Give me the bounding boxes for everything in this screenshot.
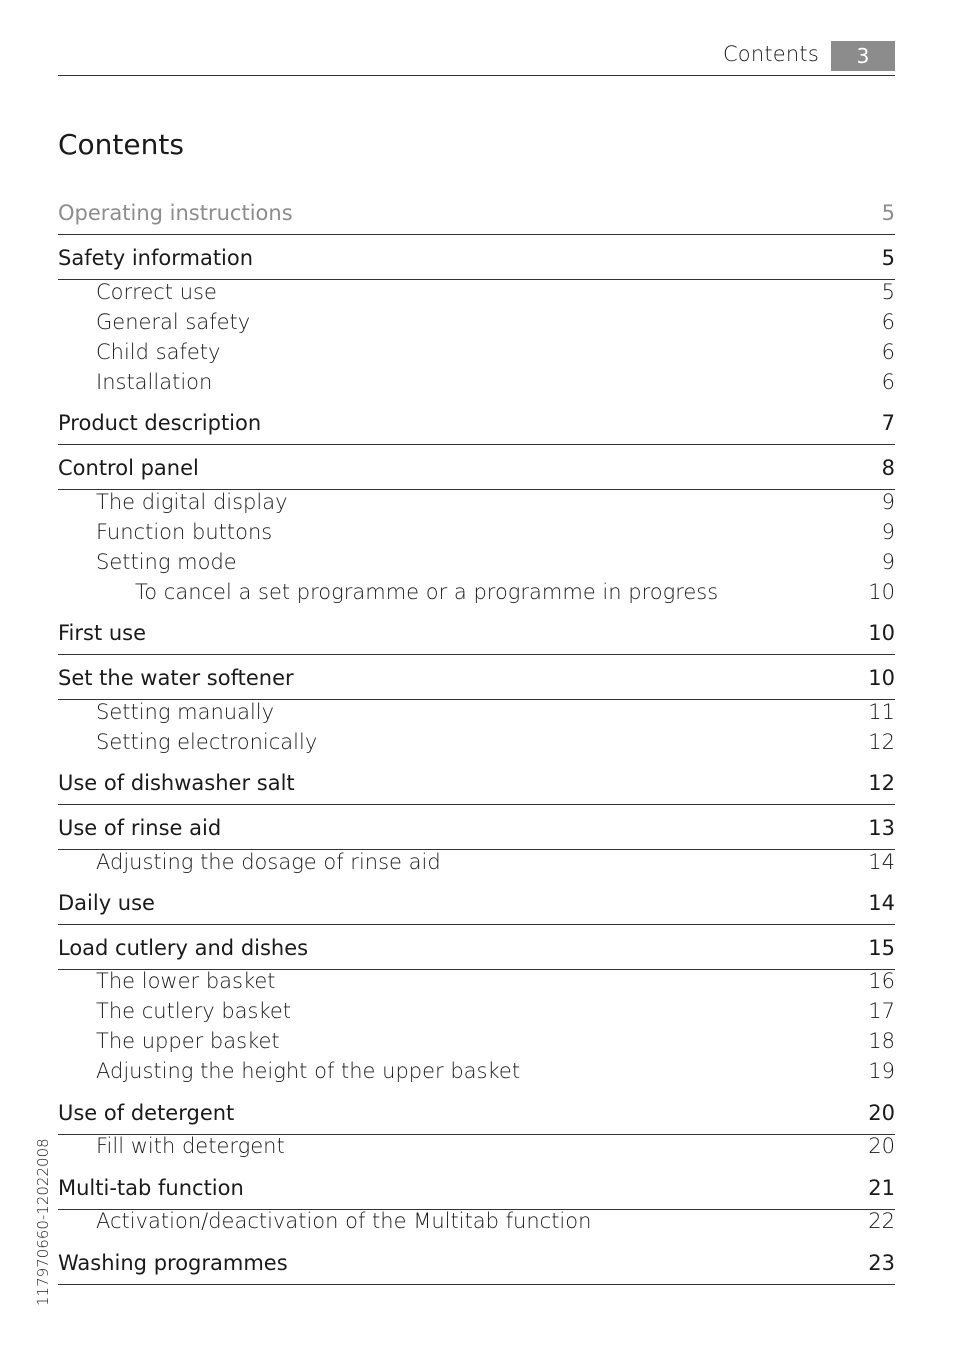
toc-entry-page: 6 — [881, 370, 895, 394]
toc-entry-title: First use — [58, 621, 147, 645]
toc-entry-title: Product description — [58, 411, 262, 435]
header-section-label: Contents — [722, 42, 819, 66]
toc-entry-title: Installation — [96, 370, 213, 394]
toc-section-row[interactable] — [58, 891, 895, 925]
toc-entry-title: Load cutlery and dishes — [58, 936, 309, 960]
toc-entry-title: The lower basket — [96, 969, 276, 993]
toc-entry-title: Set the water softener — [58, 666, 294, 690]
toc-entry-page: 6 — [881, 340, 895, 364]
toc-entry-page: 17 — [868, 999, 895, 1023]
toc-entry-page: 9 — [881, 550, 895, 574]
toc-entry-page: 12 — [868, 771, 895, 795]
page-number-badge: 3 — [831, 41, 895, 71]
toc-section-row[interactable] — [58, 456, 895, 490]
toc-entry-title: Use of dishwasher salt — [58, 771, 295, 795]
toc-entry-page: 23 — [868, 1251, 895, 1275]
toc-section-row[interactable] — [58, 246, 895, 280]
toc-entry-page: 10 — [868, 621, 895, 645]
toc-entry-title: Function buttons — [96, 520, 273, 544]
toc-entry-page: 14 — [868, 850, 895, 874]
toc-section-row[interactable] — [58, 1251, 895, 1285]
toc-section-row[interactable] — [58, 816, 895, 850]
toc-entry-title: General safety — [96, 310, 251, 334]
toc-entry-title: Use of detergent — [58, 1101, 235, 1125]
toc-entry-title: Setting manually — [96, 700, 275, 724]
toc-section-row[interactable] — [58, 621, 895, 655]
toc-section-row[interactable] — [58, 1176, 895, 1210]
toc-entry-page: 14 — [868, 891, 895, 915]
toc-section-row[interactable] — [58, 936, 895, 970]
toc-entry-page: 19 — [868, 1059, 895, 1083]
toc-entry-title: Activation/deactivation of the Multitab function — [96, 1209, 592, 1233]
toc-entry-page: 6 — [881, 310, 895, 334]
toc-entry-page: 22 — [868, 1209, 895, 1233]
toc-entry-title: Washing programmes — [58, 1251, 288, 1275]
toc-entry-page: 16 — [868, 969, 895, 993]
toc-entry-page: 11 — [868, 700, 895, 724]
toc-entry-page: 5 — [881, 246, 895, 270]
toc-entry-page: 10 — [868, 580, 895, 604]
document-code: 117970660-12022008 — [34, 1138, 52, 1306]
toc-entry-title: To cancel a set programme or a programme in progress — [135, 580, 719, 604]
toc-entry-page: 10 — [868, 666, 895, 690]
toc-entry-title: The digital display — [96, 490, 288, 514]
toc-section-row[interactable] — [58, 1101, 895, 1135]
toc-entry-page: 9 — [881, 490, 895, 514]
toc-entry-title: Control panel — [58, 456, 199, 480]
toc-entry-page: 5 — [881, 201, 895, 225]
toc-entry-page: 5 — [881, 280, 895, 304]
toc-entry-page: 9 — [881, 520, 895, 544]
page-header — [58, 40, 895, 76]
toc-entry-title: Setting electronically — [96, 730, 318, 754]
toc-section-row[interactable] — [58, 771, 895, 805]
page-title: Contents — [58, 128, 184, 161]
toc-entry-page: 13 — [868, 816, 895, 840]
toc-entry-page: 8 — [881, 456, 895, 480]
toc-entry-page: 20 — [868, 1134, 895, 1158]
toc-entry-page: 7 — [881, 411, 895, 435]
toc-entry-title: Child safety — [96, 340, 221, 364]
toc-entry-title: Fill with detergent — [96, 1134, 285, 1158]
toc-entry-title: Safety information — [58, 246, 254, 270]
toc-section-row[interactable] — [58, 411, 895, 445]
toc-entry-page: 15 — [868, 936, 895, 960]
toc-entry-title: Adjusting the dosage of rinse aid — [96, 850, 441, 874]
toc-entry-page: 21 — [868, 1176, 895, 1200]
toc-section-row[interactable] — [58, 201, 895, 235]
toc-entry-title: Adjusting the height of the upper basket — [96, 1059, 521, 1083]
toc-entry-title: Daily use — [58, 891, 155, 915]
toc-entry-title: Multi-tab function — [58, 1176, 244, 1200]
toc-section-row[interactable] — [58, 666, 895, 700]
toc-entry-title: Correct use — [96, 280, 217, 304]
toc-entry-page: 20 — [868, 1101, 895, 1125]
toc-entry-page: 18 — [868, 1029, 895, 1053]
toc-entry-title: The cutlery basket — [96, 999, 292, 1023]
toc-entry-title: The upper basket — [96, 1029, 280, 1053]
toc-entry-title: Setting mode — [96, 550, 237, 574]
toc-entry-page: 12 — [868, 730, 895, 754]
toc-entry-title: Operating instructions — [58, 201, 293, 225]
toc-entry-title: Use of rinse aid — [58, 816, 222, 840]
